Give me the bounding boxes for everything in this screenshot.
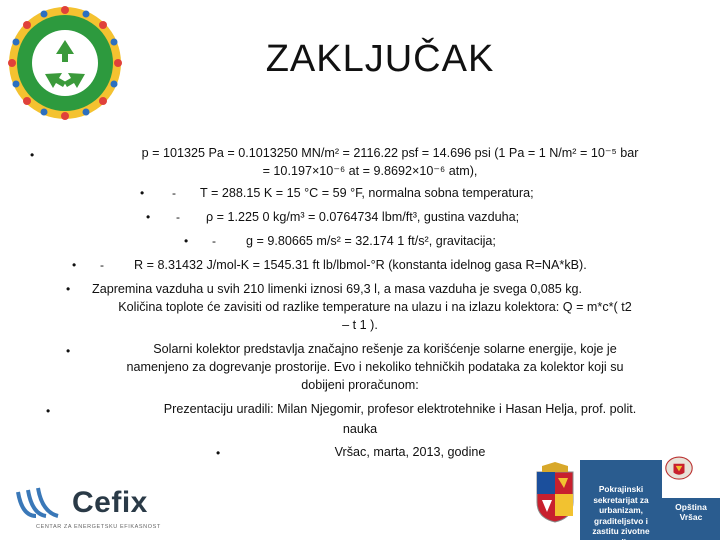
date-line: Vršac, marta, 2013, godine bbox=[334, 445, 486, 459]
bullet-marker: • bbox=[72, 258, 77, 272]
bullet-marker: • bbox=[146, 210, 151, 224]
cefix-logo bbox=[14, 486, 184, 534]
cefix-name: Cefix bbox=[72, 486, 148, 519]
pressure-line-continued: = 10.197×10⁻⁶ at = 9.8692×10⁻⁶ atm), bbox=[262, 164, 478, 178]
bullet-marker: • bbox=[184, 234, 189, 248]
dash-marker: - bbox=[172, 186, 176, 200]
pressure-line: p = 101325 Pa = 0.1013250 MN/m² = 2116.22 psf = 14.696 psi (1 Pa = 1 N/m² = 10⁻⁵ bar bbox=[141, 146, 639, 160]
bullet-marker: • bbox=[216, 446, 221, 460]
gov-line-1: Pokrajinski sekretarijat za bbox=[593, 484, 649, 505]
bullet-marker: • bbox=[66, 282, 71, 296]
bullet-marker: • bbox=[46, 404, 51, 418]
collector-line-2: namenjeno za dogrevanje prostorije. Evo i nekoliko tehničkih podataka za kolektor koji su bbox=[126, 360, 624, 374]
heat-quantity-line-continued: – t 1 ). bbox=[342, 318, 378, 332]
city-line-1: Opština bbox=[675, 502, 707, 512]
bullet-marker: • bbox=[66, 344, 71, 358]
dash-marker: - bbox=[100, 258, 104, 272]
collector-line: Solarni kolektor predstavlja značajno rešenje za korišćenje solarne energije, koje je bbox=[153, 342, 617, 356]
gas-constant-line: R = 8.31432 J/mol-K = 1545.31 ft lb/lbmol-°R (konstanta idelnog gasa R=NA*kB). bbox=[134, 258, 587, 272]
gov-line-2: urbanizam, graditeljstvo i bbox=[594, 505, 648, 526]
authors-line: Prezentaciju uradili: Milan Njegomir, profesor elektrotehnike i Hasan Helja, prof. polit. bbox=[163, 402, 637, 416]
municipality-label bbox=[662, 502, 720, 522]
bullet-marker: • bbox=[30, 148, 35, 162]
city-line-2: Vršac bbox=[679, 512, 703, 522]
gravity-line: g = 9.80665 m/s² = 32.174 1 ft/s², gravitacija; bbox=[246, 234, 496, 248]
air-volume-line: Zapremina vazduha u svih 210 limenki iznosi 69,3 l, a masa vazduha je svega 0,085 kg. bbox=[92, 282, 583, 296]
authors-line-continued: nauka bbox=[342, 422, 378, 436]
cefix-tagline: CENTAR ZA ENERGETSKU EFIKASNOST bbox=[36, 524, 161, 530]
slide-title: ZAKLJUČAK bbox=[265, 38, 495, 80]
vrsac-crest-icon bbox=[640, 456, 718, 500]
eco-education-logo bbox=[6, 4, 124, 122]
temperature-line: T = 288.15 K = 15 °C = 59 °F, normalna sobna temperatura; bbox=[200, 186, 534, 200]
cefix-mark-icon bbox=[14, 486, 70, 522]
dash-marker: - bbox=[176, 210, 180, 224]
density-line: ρ = 1.225 0 kg/m³ = 0.0764734 lbm/ft³, gustina vazduha; bbox=[206, 210, 520, 224]
coat-of-arms-icon bbox=[534, 462, 576, 524]
heat-quantity-line: Količina toplote će zavisiti od razlike temperature na ulazu i na izlazu kolektora: Q = m*c*( t2 bbox=[118, 300, 632, 314]
bullet-marker: • bbox=[140, 186, 145, 200]
dash-marker: - bbox=[212, 234, 216, 248]
gov-line-3: zastitu zivotne sredine bbox=[592, 526, 650, 547]
collector-line-3: dobijeni proračunom: bbox=[301, 378, 419, 392]
